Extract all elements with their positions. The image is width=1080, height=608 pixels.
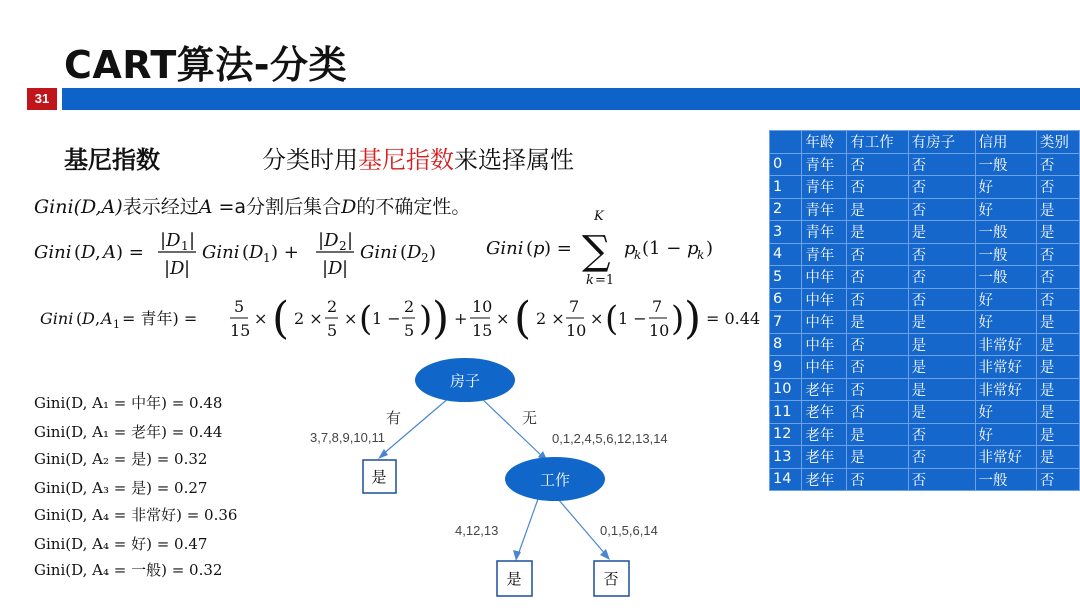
svg-text:5: 5	[327, 321, 338, 340]
table-cell: 是	[847, 198, 908, 221]
table-cell: 否	[1036, 153, 1079, 176]
table-row	[770, 153, 1080, 176]
svg-text:2 ×: 2 ×	[294, 309, 323, 328]
svg-text:|: |	[189, 230, 196, 251]
svg-text:10: 10	[566, 321, 587, 340]
table-cell: 否	[847, 468, 908, 491]
table-cell: 1	[770, 176, 802, 199]
svg-text:15: 15	[230, 321, 251, 340]
table-cell: 好	[975, 311, 1036, 334]
table-header-cell: 类别	[1036, 131, 1079, 154]
svg-text:p: p	[533, 238, 545, 259]
svg-text:2 ×: 2 ×	[536, 309, 565, 328]
svg-text:A: A	[101, 309, 113, 328]
svg-text:|D: |D	[160, 230, 181, 251]
table-cell: 是	[847, 221, 908, 244]
svg-text:(: (	[242, 242, 250, 263]
svg-text:|: |	[347, 230, 354, 251]
table-cell: 否	[847, 153, 908, 176]
table-cell: 否	[1036, 176, 1079, 199]
svg-text:(: (	[526, 238, 534, 259]
table-cell: 是	[847, 311, 908, 334]
table-cell: 是	[1036, 333, 1079, 356]
training-data-table	[769, 130, 1080, 491]
table-cell: 5	[770, 266, 802, 289]
table-cell: 是	[1036, 423, 1079, 446]
svg-text:Gini: Gini	[40, 309, 74, 328]
svg-text:K: K	[594, 209, 604, 224]
svg-text:): )	[429, 242, 437, 263]
table-cell: 老年	[802, 468, 847, 491]
svg-text:k: k	[634, 248, 642, 262]
table-cell: 是	[1036, 198, 1079, 221]
table-cell: 是	[908, 333, 975, 356]
table-cell: 否	[1036, 243, 1079, 266]
table-row	[770, 243, 1080, 266]
table-cell: 否	[1036, 288, 1079, 311]
table-row	[770, 401, 1080, 424]
table-cell: 否	[908, 446, 975, 469]
svg-text:10: 10	[472, 297, 493, 316]
gini-result-1: Gini(D, A₁ = 中年) = 0.48	[34, 394, 223, 412]
svg-text:(: (	[359, 299, 373, 339]
table-cell: 青年	[802, 198, 847, 221]
table-header-row	[770, 131, 1080, 154]
svg-text:×: ×	[496, 309, 510, 328]
svg-text:D: D	[328, 258, 343, 279]
table-cell: 是	[847, 423, 908, 446]
table-row	[770, 333, 1080, 356]
table-cell: 否	[847, 333, 908, 356]
table-cell: 14	[770, 468, 802, 491]
tree-right-samples: 0,1,2,4,5,6,12,13,14	[552, 431, 668, 446]
table-cell: 中年	[802, 333, 847, 356]
svg-text:D: D	[81, 242, 96, 263]
table-cell: 是	[908, 221, 975, 244]
table-cell: 一般	[975, 468, 1036, 491]
svg-text:,: ,	[95, 242, 101, 263]
svg-text:7: 7	[569, 297, 580, 316]
table-cell: 10	[770, 378, 802, 401]
svg-text:15: 15	[472, 321, 493, 340]
table-body	[770, 153, 1080, 491]
table-header-cell: 信用	[975, 131, 1036, 154]
table-cell: 好	[975, 401, 1036, 424]
table-cell: 9	[770, 356, 802, 379]
tree-edge-right	[480, 397, 544, 458]
table-cell: 中年	[802, 356, 847, 379]
table-cell: 否	[847, 401, 908, 424]
tree-left-samples: 3,7,8,9,10,11	[310, 430, 385, 445]
svg-text:= 青年) =: = 青年) =	[122, 309, 198, 328]
svg-text:(: (	[400, 242, 408, 263]
table-cell: 2	[770, 198, 802, 221]
tree-root-label: 房子	[449, 373, 481, 390]
svg-text:,: ,	[95, 309, 101, 328]
table-cell: 青年	[802, 243, 847, 266]
tree-leaf-yes-label: 是	[371, 469, 387, 486]
definition-line	[34, 192, 470, 219]
table-header-cell: 有工作	[847, 131, 908, 154]
table-cell: 否	[908, 423, 975, 446]
svg-text:Gini: Gini	[202, 242, 240, 263]
table-cell: 老年	[802, 378, 847, 401]
svg-text:): )	[419, 299, 433, 339]
desc-highlight: 基尼指数	[358, 146, 454, 174]
table-cell: 是	[1036, 221, 1079, 244]
svg-text:1: 1	[181, 239, 189, 253]
svg-text:7: 7	[652, 297, 663, 316]
table-row	[770, 468, 1080, 491]
svg-text:|D: |D	[318, 230, 339, 251]
table-cell: 7	[770, 311, 802, 334]
gini-result-5: Gini(D, A₄ = 非常好) = 0.36	[34, 506, 238, 524]
svg-text:): )	[671, 299, 685, 339]
table-cell: 否	[847, 266, 908, 289]
svg-text:) +: ) +	[271, 242, 299, 263]
table-cell: 是	[1036, 446, 1079, 469]
svg-text:=1: =1	[595, 273, 615, 288]
table-cell: 是	[908, 401, 975, 424]
svg-text:×: ×	[590, 309, 604, 328]
svg-text:|: |	[342, 258, 349, 279]
tree-inner-leaf-yes-label: 是	[506, 571, 522, 588]
svg-text:(: (	[272, 293, 290, 344]
table-cell: 否	[908, 198, 975, 221]
section-description	[262, 140, 574, 175]
table-row	[770, 266, 1080, 289]
svg-text:(1 −: (1 −	[642, 238, 682, 259]
svg-text:(: (	[74, 242, 82, 263]
table-cell: 中年	[802, 311, 847, 334]
table-cell: 否	[908, 243, 975, 266]
table-cell: 否	[847, 288, 908, 311]
gini-definition-formula	[484, 200, 744, 290]
svg-text:k: k	[697, 248, 705, 262]
table-cell: 青年	[802, 153, 847, 176]
svg-text:×: ×	[344, 309, 358, 328]
table-cell: 一般	[975, 266, 1036, 289]
table-cell: 4	[770, 243, 802, 266]
svg-text:1: 1	[263, 251, 271, 265]
table-cell: 是	[908, 378, 975, 401]
svg-text:5: 5	[404, 321, 415, 340]
gini-split-formula	[34, 220, 474, 284]
svg-text:k: k	[586, 273, 594, 288]
table-cell: 是	[1036, 356, 1079, 379]
table-cell: 3	[770, 221, 802, 244]
table-row	[770, 311, 1080, 334]
svg-text:2: 2	[421, 251, 429, 265]
table-cell: 老年	[802, 401, 847, 424]
table-cell: 老年	[802, 446, 847, 469]
svg-text:Gini: Gini	[34, 242, 72, 263]
gini-result-3: Gini(D, A₂ = 是) = 0.32	[34, 450, 208, 468]
table-cell: 否	[847, 176, 908, 199]
def-text: 表示经过	[122, 196, 199, 218]
table-row	[770, 423, 1080, 446]
svg-text:Gini: Gini	[360, 242, 398, 263]
table-cell: 是	[908, 311, 975, 334]
gini-result-6: Gini(D, A₄ = 好) = 0.47	[34, 535, 208, 553]
svg-text:2: 2	[327, 297, 338, 316]
header-bar	[62, 88, 1080, 110]
tree-edge-inner-right	[558, 499, 606, 555]
tree-right-edge-label: 无	[522, 410, 538, 427]
table-cell: 青年	[802, 176, 847, 199]
svg-text:1: 1	[113, 318, 120, 331]
table-row	[770, 356, 1080, 379]
svg-text:p: p	[624, 238, 636, 259]
table-cell: 否	[847, 243, 908, 266]
table-cell: 非常好	[975, 356, 1036, 379]
svg-text:10: 10	[649, 321, 670, 340]
svg-text:): )	[432, 293, 450, 344]
table-cell: 是	[1036, 311, 1079, 334]
table-row	[770, 378, 1080, 401]
tree-left-edge-label: 有	[386, 410, 402, 427]
gini-result-2: Gini(D, A₁ = 老年) = 0.44	[34, 423, 223, 441]
table-cell: 非常好	[975, 446, 1036, 469]
decision-tree	[300, 355, 720, 605]
def-text-3: 的不确定性。	[356, 196, 471, 218]
table-cell: 青年	[802, 221, 847, 244]
def-text-2: =a分割后集合	[212, 196, 342, 218]
svg-text:D: D	[82, 309, 95, 328]
table-cell: 否	[908, 468, 975, 491]
table-cell: 否	[908, 266, 975, 289]
table-cell: 中年	[802, 266, 847, 289]
page-number: 31	[27, 88, 57, 110]
table-header-cell: 有房子	[908, 131, 975, 154]
svg-text:2: 2	[339, 239, 347, 253]
slide-title: CART算法-分类	[64, 43, 348, 87]
svg-text:5: 5	[234, 297, 245, 316]
table-row	[770, 446, 1080, 469]
tree-inner-right-samples: 0,1,5,6,14	[600, 523, 658, 538]
tree-inner-leaf-no-label: 否	[603, 571, 619, 588]
table-cell: 是	[1036, 378, 1079, 401]
tree-inner-label: 工作	[539, 472, 571, 489]
svg-text:= 0.44: = 0.44	[706, 309, 761, 328]
svg-text:1 −: 1 −	[372, 309, 401, 328]
svg-text:D: D	[170, 258, 185, 279]
svg-text:A: A	[103, 242, 116, 263]
table-cell: 一般	[975, 221, 1036, 244]
desc-before: 分类时用	[262, 146, 358, 174]
table-row	[770, 176, 1080, 199]
svg-text:2: 2	[404, 297, 415, 316]
table-cell: 老年	[802, 423, 847, 446]
gini-example-formula	[38, 288, 766, 350]
table-cell: 非常好	[975, 333, 1036, 356]
table-cell: 否	[908, 288, 975, 311]
table-cell: 8	[770, 333, 802, 356]
tree-inner-left-samples: 4,12,13	[455, 523, 499, 538]
svg-text:|: |	[164, 258, 171, 279]
svg-text:×: ×	[254, 309, 268, 328]
def-math: Gini(D,A)	[34, 196, 123, 218]
svg-text:(: (	[76, 309, 83, 328]
table-cell: 0	[770, 153, 802, 176]
svg-text:(: (	[605, 299, 619, 339]
gini-result-7: Gini(D, A₄ = 一般) = 0.32	[34, 561, 223, 579]
table-cell: 否	[847, 356, 908, 379]
svg-text:D: D	[407, 242, 422, 263]
table-cell: 一般	[975, 153, 1036, 176]
table-cell: 好	[975, 288, 1036, 311]
table-cell: 否	[908, 153, 975, 176]
table-row	[770, 221, 1080, 244]
table-cell: 是	[1036, 401, 1079, 424]
table-cell: 中年	[802, 288, 847, 311]
svg-text:|: |	[184, 258, 191, 279]
svg-text:|: |	[322, 258, 329, 279]
svg-text:) =: ) =	[116, 242, 144, 263]
table-cell: 是	[847, 446, 908, 469]
table-cell: 一般	[975, 243, 1036, 266]
table-header-cell	[770, 131, 802, 154]
table-cell: 否	[1036, 266, 1079, 289]
table-cell: 否	[908, 176, 975, 199]
def-math-d: D	[341, 196, 357, 218]
table-cell: 好	[975, 176, 1036, 199]
table-cell: 是	[908, 356, 975, 379]
svg-text:D: D	[249, 242, 264, 263]
svg-text:): )	[684, 293, 702, 344]
svg-text:1 −: 1 −	[618, 309, 647, 328]
tree-edge-inner-left	[518, 499, 538, 555]
table-cell: 非常好	[975, 378, 1036, 401]
table-cell: 11	[770, 401, 802, 424]
svg-text:Gini: Gini	[486, 238, 524, 259]
table-cell: 13	[770, 446, 802, 469]
svg-text:p: p	[687, 238, 699, 259]
table-header-cell: 年龄	[802, 131, 847, 154]
table-cell: 好	[975, 423, 1036, 446]
svg-text:+: +	[454, 309, 468, 328]
svg-text:(: (	[514, 293, 532, 344]
table-cell: 否	[1036, 468, 1079, 491]
table-cell: 6	[770, 288, 802, 311]
svg-text:) =: ) =	[544, 238, 572, 259]
table-row	[770, 198, 1080, 221]
table-cell: 好	[975, 198, 1036, 221]
section-heading: 基尼指数	[64, 146, 160, 174]
gini-result-4: Gini(D, A₃ = 是) = 0.27	[34, 479, 208, 497]
table-cell: 12	[770, 423, 802, 446]
desc-after: 来选择属性	[454, 146, 574, 174]
table-row	[770, 288, 1080, 311]
svg-text:): )	[706, 238, 714, 259]
svg-text:∑: ∑	[582, 228, 611, 274]
def-math-a: A	[198, 196, 213, 218]
table-cell: 否	[847, 378, 908, 401]
table-header	[770, 131, 1080, 154]
